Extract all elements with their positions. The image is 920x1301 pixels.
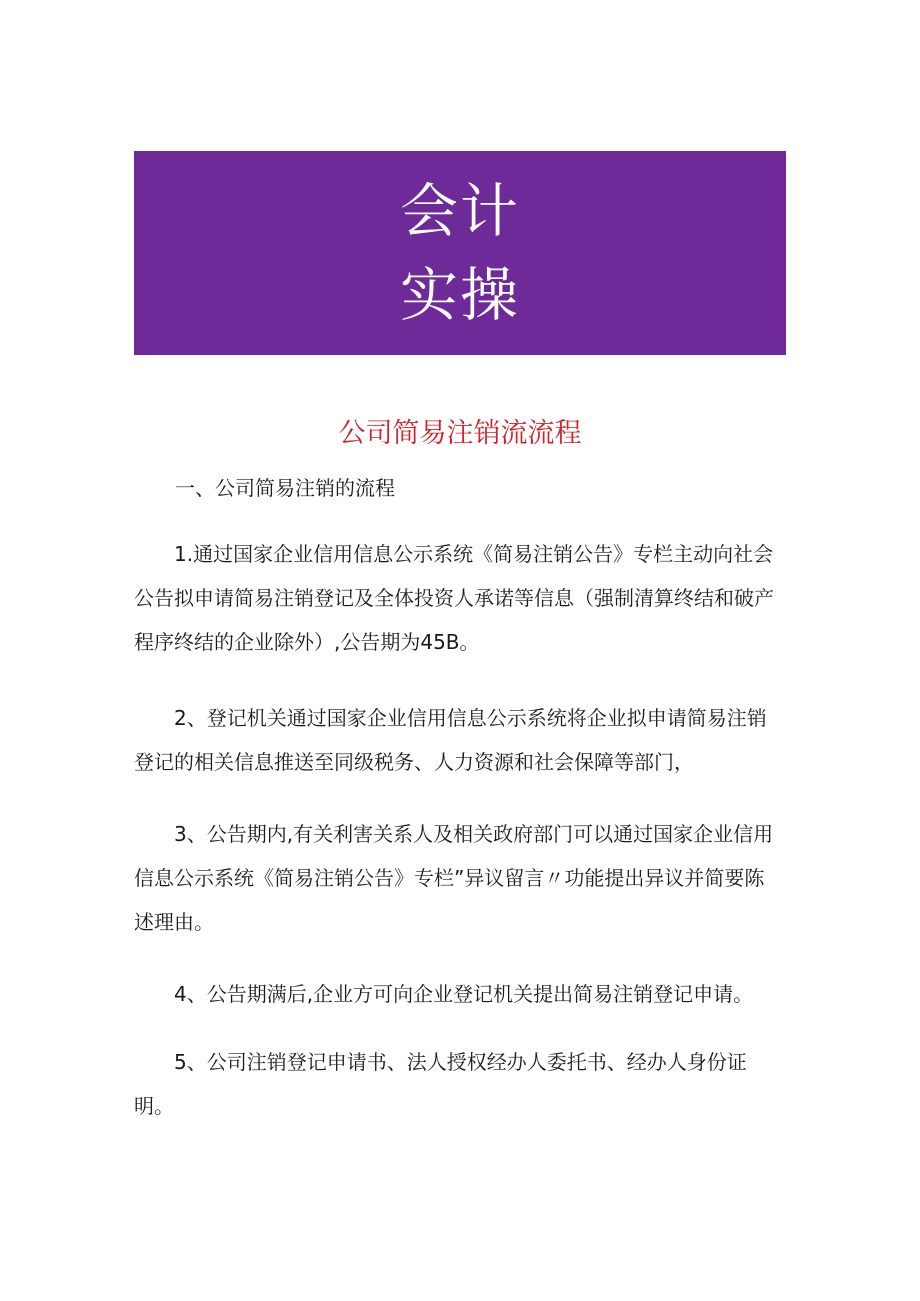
paragraph-line: 3、公告期内,有关利害关系人及相关政府部门可以通过国家企业信用 [174, 822, 774, 846]
paragraph-line: 5、公司注销登记申请书、法人授权经办人委托书、经办人身份证 [174, 1050, 747, 1074]
paragraph-3 [134, 812, 784, 944]
paragraph-line: 登记的相关信息推送至同级税务、人力资源和社会保障等部门， [134, 750, 694, 774]
banner-line-1: 会计 [399, 177, 520, 245]
paragraph-line: 信息公示系统《简易注销公告》专栏”异议留言〃功能提出异议并简要陈 [134, 866, 765, 890]
paragraph-5 [134, 1040, 784, 1128]
title-banner [134, 151, 786, 355]
paragraph-line: 2、登记机关通过国家企业信用信息公示系统将企业拟申请简易注销 [174, 706, 767, 730]
paragraph-line: 1.通过国家企业信用信息公示系统《简易注销公告》专栏主动向社会 [174, 542, 774, 566]
paragraph-line: 4、公告期满后,企业方可向企业登记机关提出简易注销登记申请。 [174, 982, 754, 1006]
paragraph-line: 程序终结的企业除外）,公告期为45B。 [134, 630, 480, 654]
banner-line-2: 实操 [399, 261, 520, 329]
paragraph-1 [134, 532, 784, 664]
document-title: 公司简易注销流流程 [338, 418, 582, 449]
paragraph-line: 公告拟申请简易注销登记及全体投资人承诺等信息（强制清算终结和破产 [134, 586, 774, 610]
section-heading: 一、公司简易注销的流程 [175, 476, 395, 500]
paragraph-2 [134, 696, 784, 784]
paragraph-4 [134, 972, 784, 1016]
paragraph-line: 明。 [134, 1094, 174, 1118]
paragraph-line: 述理由。 [134, 910, 214, 934]
